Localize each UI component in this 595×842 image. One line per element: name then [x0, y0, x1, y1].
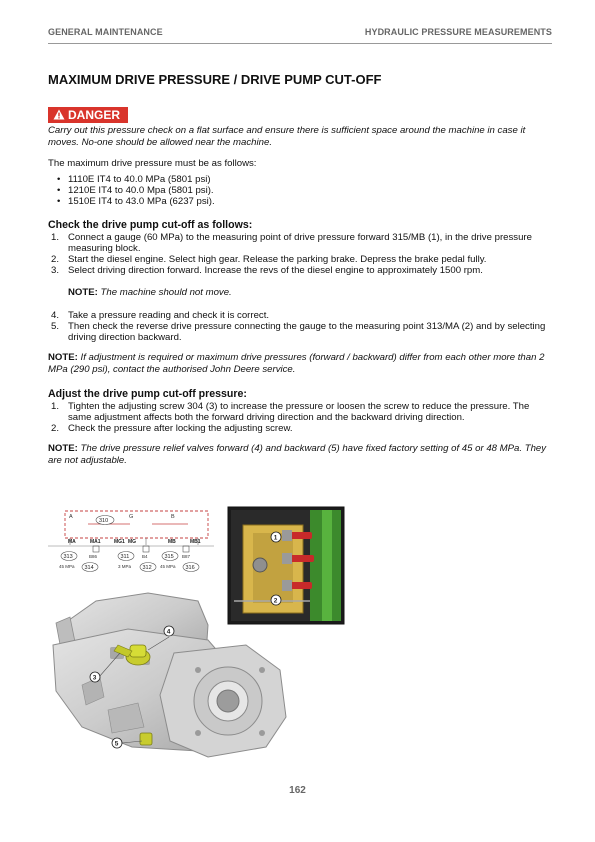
port-mb: MB [168, 539, 176, 545]
callout-314: 314 [84, 565, 94, 571]
inline-note [68, 287, 553, 299]
step-number: 3. [51, 265, 60, 276]
note-label: NOTE: [68, 287, 98, 298]
callout-311: 311 [120, 554, 130, 560]
step-number: 2. [51, 254, 60, 265]
pressure-label-45-right: 45 MPa [160, 564, 176, 569]
pressure-label-3: 3 MPa [118, 564, 132, 569]
page-title: MAXIMUM DRIVE PRESSURE / DRIVE PUMP CUT-OFF [48, 72, 382, 87]
step-number: 2. [51, 423, 60, 434]
note-label: NOTE: [48, 352, 78, 363]
header-right: HYDRAULIC PRESSURE MEASUREMENTS [364, 27, 552, 37]
pump-callout-4: 4 [166, 628, 171, 636]
schematic-label-b87: B87 [182, 554, 191, 559]
list-item [51, 401, 553, 423]
header-left: GENERAL MAINTENANCE [48, 27, 163, 37]
adjust-steps-list [51, 401, 553, 434]
port-mg: MG [128, 539, 137, 545]
page-content [48, 72, 553, 467]
step-text: Connect a gauge (60 MPa) to the measuring point of drive pressure forward 315/MB (1), in the drive pressure measuring block. [68, 232, 532, 254]
step-text: Tighten the adjusting screw 304 (3) to increase the pressure or loosen the screw to reduce the pressure. The same adjustment affects both the forward driving direction and the backward driving direction. [68, 401, 530, 423]
warning-triangle-icon [53, 109, 65, 120]
check-steps-list-continued [51, 310, 553, 343]
note-text: If adjustment is required or maximum drive pressures (forward / backward) differ from each other more than 2 MPa (290 psi), contact the authorised John Deere service. [48, 352, 545, 375]
page-number: 162 [289, 785, 306, 796]
schematic-label-b: B [171, 514, 175, 520]
port-ma: MA [68, 539, 76, 545]
note-text: The machine should not move. [100, 287, 232, 298]
pressure-label-45-left: 45 MPa [59, 564, 75, 569]
list-item [51, 423, 553, 434]
pump-figure [48, 505, 348, 763]
step-number: 5. [51, 321, 60, 332]
measuring-block-photo [228, 507, 344, 624]
step-text: Take a pressure reading and check it is correct. [68, 310, 270, 321]
note-adjustment [48, 352, 553, 376]
step-text: Start the diesel engine. Select high gear. Release the parking brake. Depress the brake pedal fully. [68, 254, 487, 265]
schematic-label-b4: B4 [142, 554, 148, 559]
intro-text: The maximum drive pressure must be as follows: [48, 158, 257, 169]
pump-callout-5: 5 [114, 740, 119, 748]
check-heading: Check the drive pump cut-off as follows: [48, 219, 253, 231]
schematic-label-a: A [69, 514, 73, 520]
pump-callout-3: 3 [92, 674, 97, 682]
check-steps-list [51, 232, 553, 276]
step-text: Then check the reverse drive pressure connecting the gauge to the measuring point 313/MA (2) and by selecting driving direction backward. [68, 321, 546, 343]
adjust-heading: Adjust the drive pump cut-off pressure: [48, 388, 247, 400]
list-item [51, 232, 553, 254]
pressure-list [57, 174, 553, 207]
note-text: The drive pressure relief valves forward (4) and backward (5) have fixed factory setting of 45 or 48 MPa. They are not adjustable. [48, 443, 547, 466]
note-relief-valves [48, 443, 553, 467]
callout-312: 312 [142, 565, 152, 571]
step-number: 1. [51, 232, 60, 243]
list-item [51, 254, 553, 265]
danger-badge [48, 107, 128, 123]
step-number: 1. [51, 401, 60, 412]
port-ma1: MA1 [90, 539, 101, 545]
step-number: 4. [51, 310, 60, 321]
step-text: Select driving direction forward. Increase the revs of the diesel engine to approximately 1500 rpm. [68, 265, 483, 276]
callout-313: 313 [63, 554, 73, 560]
header-divider [48, 43, 552, 44]
callout-315: 315 [164, 554, 174, 560]
list-item [51, 310, 553, 321]
list-item [51, 321, 553, 343]
list-item: • 1110E IT4 to 40.0 MPa (5801 psi) [57, 174, 553, 185]
schematic-label-g: G [129, 514, 134, 520]
list-item: • 1210E IT4 to 40.0 Mpa (5801 psi). [57, 185, 553, 196]
schematic-label-b86: B86 [89, 554, 98, 559]
port-mb1: MB1 [190, 539, 201, 545]
callout-310: 310 [99, 518, 109, 524]
photo-callout-2: 2 [273, 597, 278, 605]
list-item: • 1510E IT4 to 43.0 MPa (6237 psi). [57, 196, 553, 207]
note-label: NOTE: [48, 443, 78, 454]
callout-316: 316 [185, 565, 195, 571]
list-item [51, 265, 553, 276]
step-text: Check the pressure after locking the adjusting screw. [68, 423, 293, 434]
port-mg1: MG1 [114, 539, 125, 545]
danger-label: DANGER [68, 108, 121, 122]
danger-text: Carry out this pressure check on a flat surface and ensure there is sufficient space around the machine in case it moves. No-one should be allowed near the machine. [48, 125, 526, 148]
photo-callout-1: 1 [273, 534, 278, 542]
hydraulic-schematic [48, 505, 214, 575]
